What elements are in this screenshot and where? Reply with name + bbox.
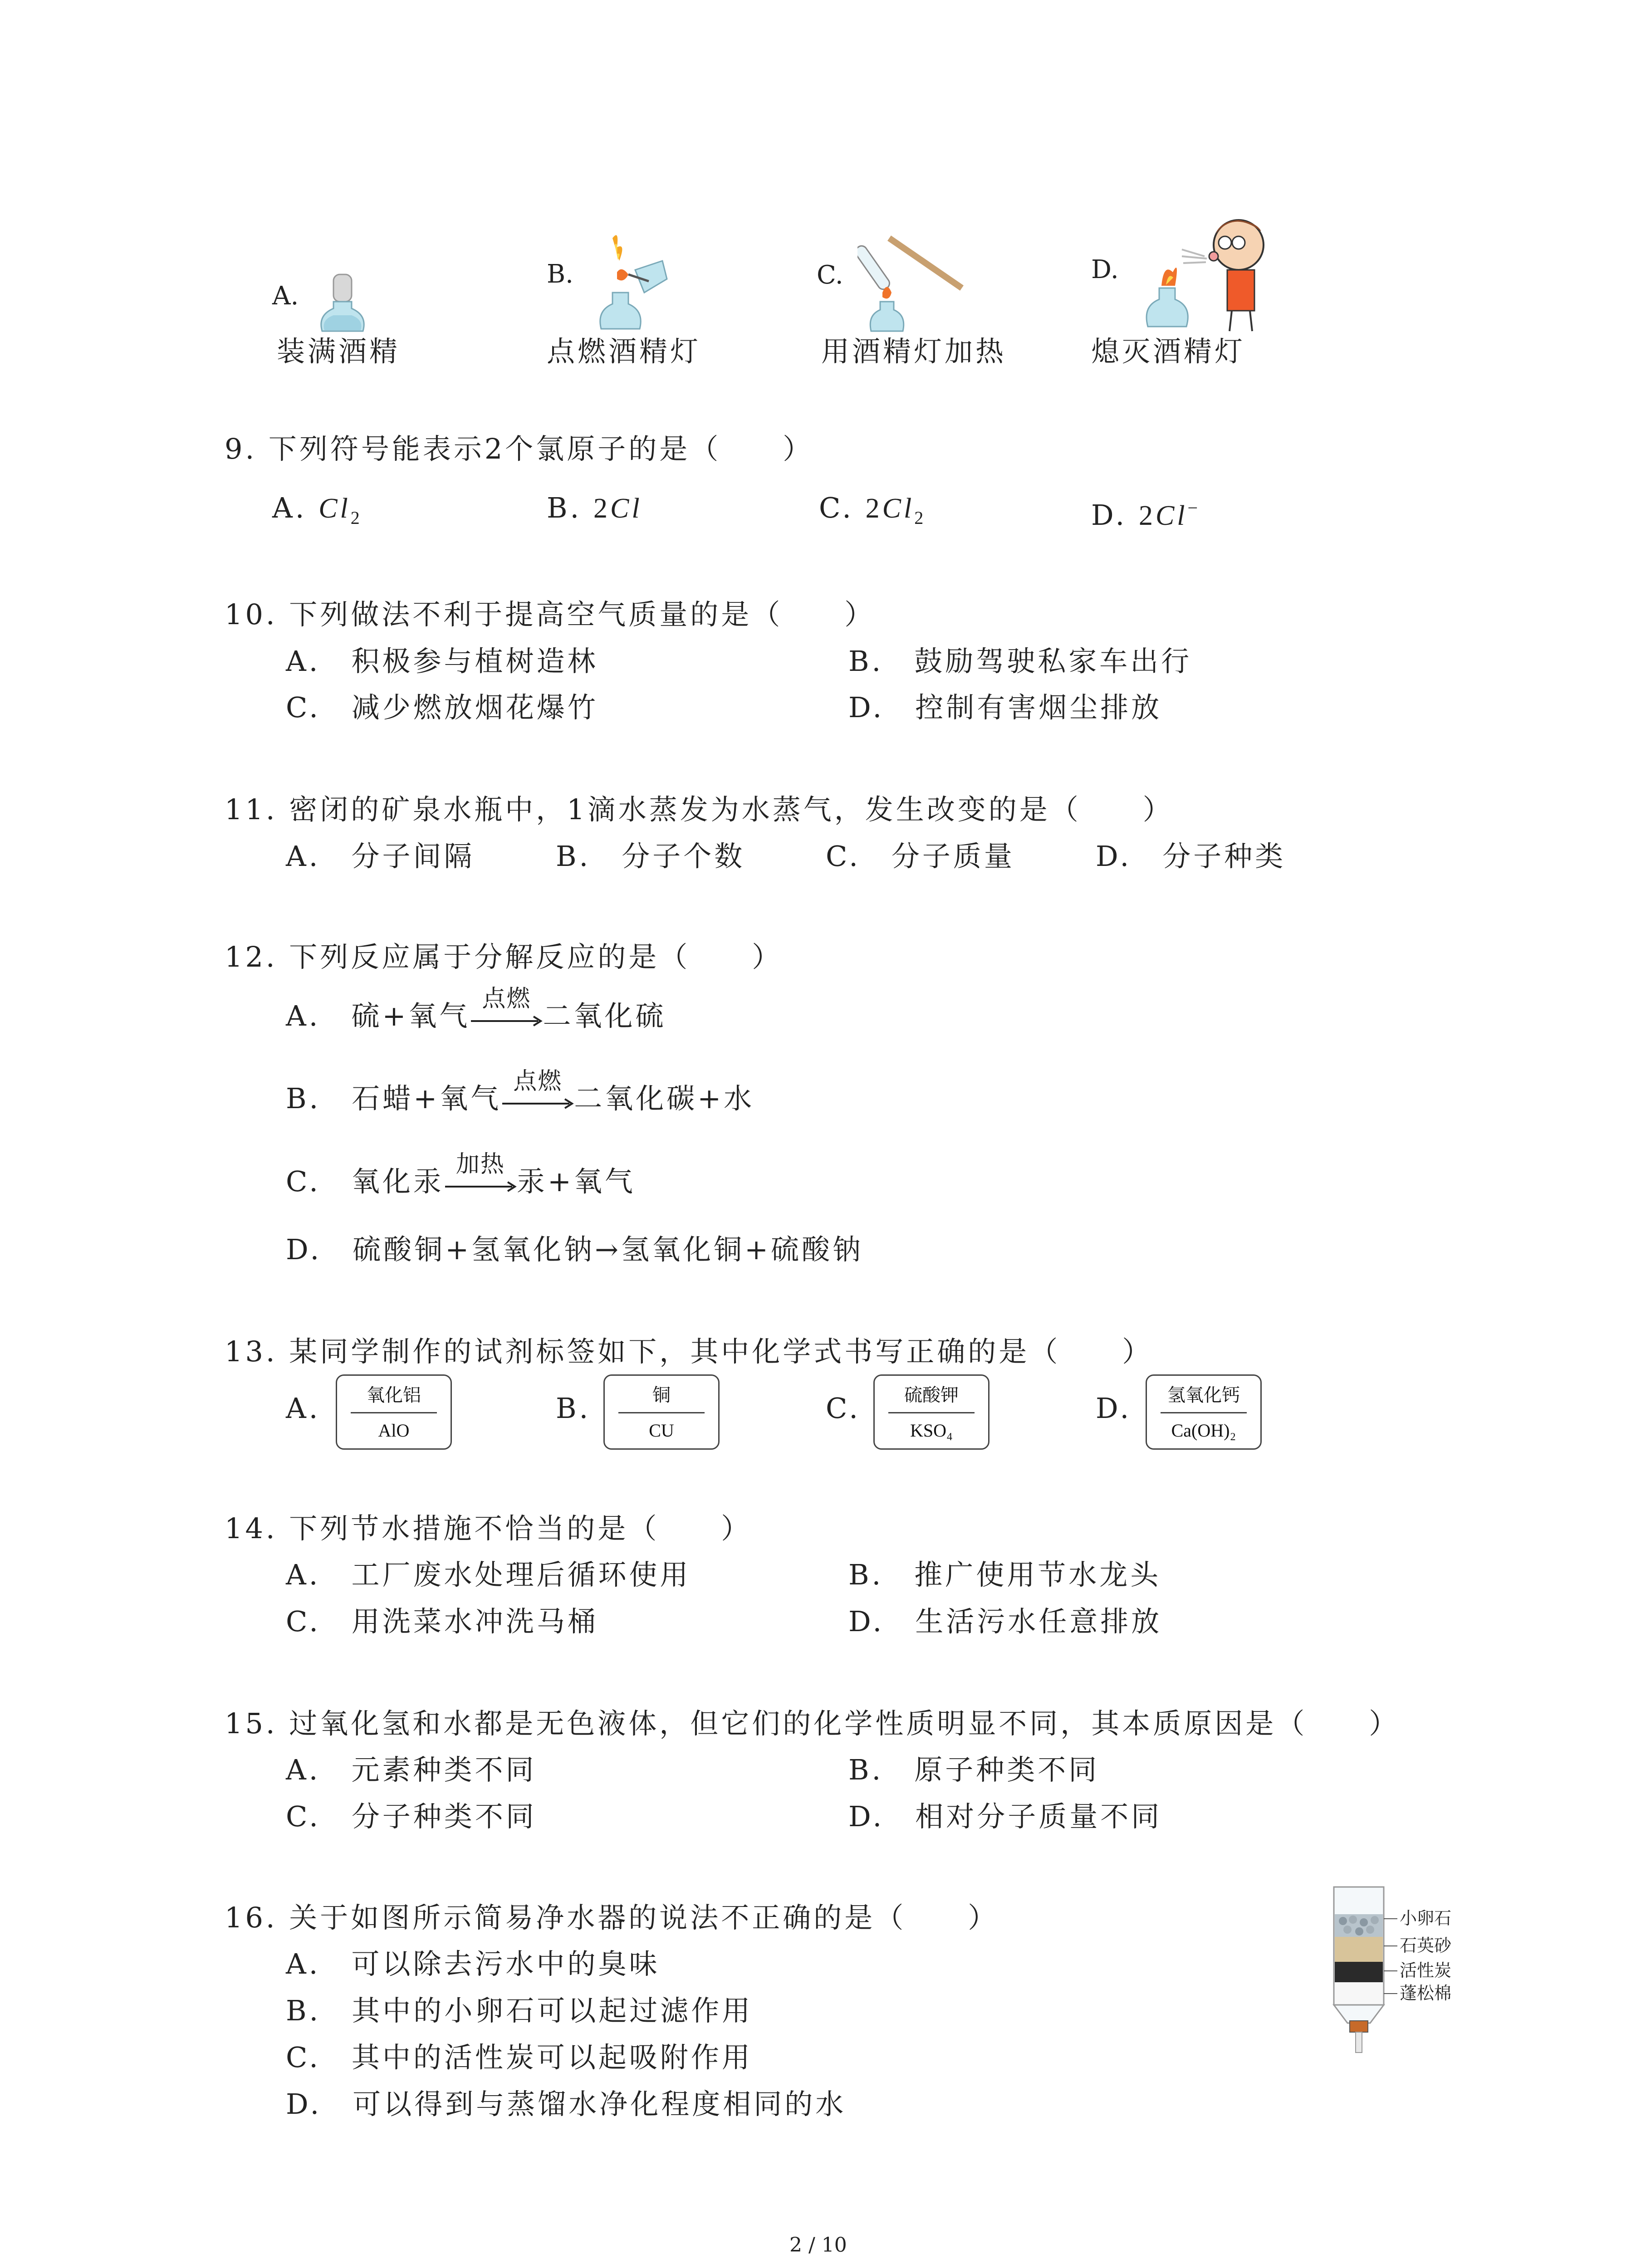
q9-option-c-letter: C. bbox=[819, 491, 854, 524]
lighting-lamp-icon bbox=[585, 229, 676, 333]
q15-option-a: A. 元素种类不同 bbox=[286, 1753, 537, 1786]
q12-option-a: A. 硫+氧气 点燃 二氧化硫 bbox=[286, 998, 666, 1034]
q16-option-c: C. 其中的活性炭可以起吸附作用 bbox=[286, 2041, 753, 2074]
q16-option-a: A. 可以除去污水中的臭味 bbox=[286, 1947, 660, 1980]
q15-option-b: B. 原子种类不同 bbox=[848, 1753, 1100, 1786]
q16-option-d: D. 可以得到与蒸馏水净化程度相同的水 bbox=[286, 2087, 847, 2121]
q12-stem: 12. 下列反应属于分解反应的是（ ） bbox=[225, 940, 783, 973]
alcohol-lamp-full-icon bbox=[313, 272, 372, 336]
q14-option-c: C. 用洗菜水冲洗马桶 bbox=[286, 1605, 598, 1638]
q13-option-c-letter: C. bbox=[826, 1392, 861, 1425]
q15-option-d: D. 相对分子质量不同 bbox=[848, 1800, 1162, 1833]
q8-option-b-caption: 点燃酒精灯 bbox=[547, 335, 701, 368]
reagent-label-a: 氧化铝 AlO bbox=[336, 1374, 452, 1450]
q9-option-c-formula: $2Cl_2$ bbox=[865, 493, 926, 528]
reaction-arrow-a: 点燃 bbox=[470, 998, 543, 1034]
q12-option-b: B. 石蜡+氧气 点燃 二氧化碳+水 bbox=[286, 1080, 754, 1117]
q9-option-b bbox=[547, 490, 642, 527]
filter-label-quartz-sand: 石英砂 bbox=[1400, 1936, 1452, 1955]
page-number: 2 / 10 bbox=[789, 2234, 847, 2257]
q8-option-b-letter: B. bbox=[547, 259, 573, 289]
q9-option-d-letter: D. bbox=[1091, 499, 1127, 532]
q8-option-c-letter: C. bbox=[817, 260, 843, 290]
q9-option-d-formula: 2Cl− bbox=[1138, 498, 1201, 531]
q11-option-d: D. 分子种类 bbox=[1096, 840, 1286, 873]
q11-option-c: C. 分子质量 bbox=[826, 840, 1015, 873]
q14-option-b: B. 推广使用节水龙头 bbox=[848, 1558, 1161, 1591]
q8-option-d-letter: D. bbox=[1091, 255, 1119, 284]
q9-stem: 9. 下列符号能表示2个氯原子的是（ ） bbox=[225, 432, 814, 465]
q9-option-a bbox=[272, 490, 362, 536]
q8-option-c-caption: 用酒精灯加热 bbox=[821, 335, 1007, 368]
q15-stem: 15. 过氧化氢和水都是无色液体，但它们的化学性质明显不同，其本质原因是（ ） bbox=[225, 1707, 1400, 1740]
filter-label-cotton: 蓬松棉 bbox=[1400, 1984, 1452, 2003]
water-filter-diagram bbox=[1325, 1882, 1397, 2055]
q9-option-c bbox=[819, 490, 926, 536]
q12-option-d: D. 硫酸铜+氢氧化钠→氢氧化铜+硫酸钠 bbox=[286, 1233, 864, 1266]
filter-label-activated-carbon: 活性炭 bbox=[1400, 1961, 1452, 1980]
reaction-arrow-b: 点燃 bbox=[501, 1080, 574, 1117]
q10-option-c: C. 减少燃放烟花爆竹 bbox=[286, 691, 598, 724]
filter-label-pebbles: 小卵石 bbox=[1400, 1909, 1452, 1928]
q11-option-a: A. 分子间隔 bbox=[286, 840, 475, 873]
reagent-label-c: 硫酸钾 KSO₄ bbox=[873, 1374, 989, 1450]
q14-option-d: D. 生活污水任意排放 bbox=[848, 1605, 1162, 1638]
q9-option-a-formula: $Cl_2$ bbox=[318, 493, 362, 528]
q13-option-d-letter: D. bbox=[1096, 1392, 1132, 1425]
q9-option-a-letter: A. bbox=[272, 491, 307, 524]
q10-stem: 10. 下列做法不利于提高空气质量的是（ ） bbox=[225, 598, 876, 631]
q9-option-b-letter: B. bbox=[547, 491, 582, 524]
q10-option-d: D. 控制有害烟尘排放 bbox=[848, 691, 1162, 724]
q9-option-d bbox=[1091, 490, 1200, 534]
q11-stem: 11. 密闭的矿泉水瓶中，1滴水蒸发为水蒸气，发生改变的是（ ） bbox=[225, 793, 1174, 826]
q10-option-a: A. 积极参与植树造林 bbox=[286, 645, 598, 678]
q16-option-b: B. 其中的小卵石可以起过滤作用 bbox=[286, 1994, 753, 2027]
q13-option-a-letter: A. bbox=[286, 1392, 321, 1425]
heating-test-tube-icon bbox=[857, 229, 971, 333]
q8-option-d-caption: 熄灭酒精灯 bbox=[1091, 335, 1246, 368]
q10-option-b: B. 鼓励驾驶私家车出行 bbox=[848, 645, 1192, 678]
q16-stem: 16. 关于如图所示简易净水器的说法不正确的是（ ） bbox=[225, 1901, 999, 1934]
q15-option-c: C. 分子种类不同 bbox=[286, 1800, 537, 1833]
q13-stem: 13. 某同学制作的试剂标签如下，其中化学式书写正确的是（ ） bbox=[225, 1335, 1153, 1368]
q8-option-a-caption: 装满酒精 bbox=[277, 335, 401, 368]
q14-option-a: A. 工厂废水处理后循环使用 bbox=[286, 1558, 691, 1591]
q9-option-b-formula: 2Cl bbox=[593, 493, 642, 524]
blowing-out-lamp-icon bbox=[1130, 213, 1284, 336]
reagent-label-d: 氢氧化钙 Ca(OH)₂ bbox=[1146, 1374, 1262, 1450]
q14-stem: 14. 下列节水措施不恰当的是（ ） bbox=[225, 1512, 752, 1545]
q12-option-c: C. 氧化汞 加热 汞+氧气 bbox=[286, 1163, 636, 1200]
q13-option-b-letter: B. bbox=[556, 1392, 591, 1425]
reagent-label-b: 铜 CU bbox=[603, 1374, 720, 1450]
q11-option-b: B. 分子个数 bbox=[556, 840, 745, 873]
reaction-arrow-c: 加热 bbox=[444, 1163, 517, 1200]
q8-option-a-letter: A. bbox=[272, 281, 299, 311]
